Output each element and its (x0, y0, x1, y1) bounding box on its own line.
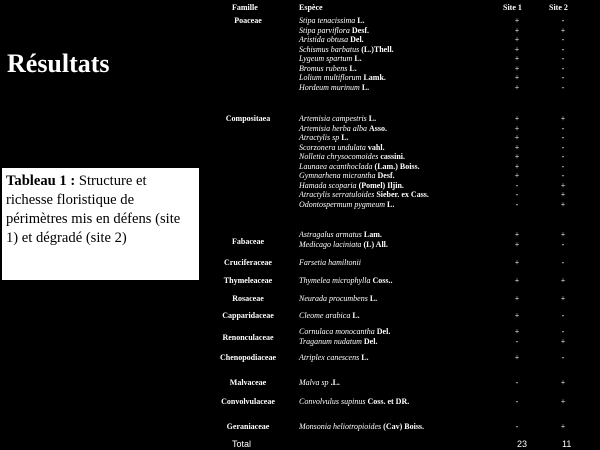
presence-site2: + (560, 114, 566, 123)
species-genus: Thymelea microphylla (299, 276, 371, 285)
species-author: Desf. (351, 25, 369, 35)
species-name (299, 152, 509, 162)
presence-site1: + (514, 25, 520, 35)
species-name (299, 114, 509, 124)
species-name (299, 422, 509, 432)
presence-site1: + (514, 152, 520, 161)
presence-site1: + (514, 63, 520, 73)
family-name: Geraniaceae (226, 422, 270, 431)
presence-site2: - (561, 133, 565, 142)
species-name (299, 143, 509, 153)
presence-site1: + (514, 73, 520, 82)
family-name: Chenopodiaceae (220, 353, 276, 362)
presence-site2: - (561, 258, 565, 267)
total-site2: 11 (562, 439, 572, 449)
species-genus: Atractylis serratuloides (299, 190, 375, 199)
presence-site1: + (514, 123, 520, 133)
species-author: L. (369, 294, 378, 303)
header-site1: Site 1 (503, 3, 522, 12)
species-name (299, 327, 509, 337)
species-genus: Lolium multiflorum (299, 73, 362, 82)
presence-site2: - (561, 152, 565, 161)
presence-site2: - (561, 142, 565, 152)
species-genus: Traganum nudatum (299, 336, 362, 346)
presence-site1: + (514, 327, 520, 336)
species-author: L. (349, 63, 357, 73)
header-famille: Famille (232, 3, 258, 12)
species-genus: Odontospermum pygmeum (299, 199, 385, 209)
species-name (299, 16, 509, 26)
presence-site2: + (560, 336, 566, 346)
species-name (299, 26, 509, 36)
presence-site2: + (560, 422, 566, 431)
presence-site2: - (561, 327, 565, 336)
presence-site1: + (514, 142, 520, 152)
family-name: Cruciferaceae (224, 258, 272, 267)
species-genus: Neurada procumbens (299, 294, 368, 303)
family-name: Thymeleaceae (223, 276, 273, 285)
species-name (299, 276, 509, 286)
species-genus: Stipa parviflora (299, 25, 350, 35)
family-name: Rosaceae (232, 294, 264, 303)
species-genus: Lygeum spartum (299, 54, 353, 63)
presence-site1: - (515, 422, 519, 431)
presence-site1: - (515, 180, 519, 190)
species-name (299, 258, 509, 268)
presence-site2: + (560, 230, 566, 239)
species-genus: Bromus rubens (299, 63, 348, 73)
presence-site2: - (561, 54, 565, 63)
species-genus: Stipa tenacissima (299, 16, 356, 25)
presence-site2: + (560, 25, 566, 35)
species-author: (Lam.) Boiss. (374, 161, 420, 171)
presence-site1: + (514, 35, 520, 44)
species-author: (Pomel) Iljin. (358, 180, 404, 190)
species-author: L. (354, 54, 362, 63)
presence-site2: - (561, 44, 565, 54)
caption-text: Structure et richesse floristique de périmètres mis en défens (site 1) et dégradé (site 2) (6, 173, 181, 246)
presence-site2: + (560, 276, 566, 285)
species-author: L. (357, 16, 365, 25)
presence-site1: - (515, 336, 519, 346)
presence-site2: - (561, 171, 565, 180)
species-author: Asso. (369, 123, 388, 133)
presence-site1: - (515, 397, 519, 406)
presence-site2: + (560, 397, 566, 406)
species-author: (L) All. (363, 239, 388, 249)
species-genus: Monsonia heliotropioides (299, 422, 382, 431)
species-genus: Convolvulus supinus (299, 397, 366, 406)
species-name (299, 294, 509, 304)
species-genus: Artemisia campestris (299, 114, 367, 123)
species-genus: Atriplex canescens (299, 353, 360, 362)
presence-site2: + (560, 378, 566, 387)
family-name: Renonculaceae (222, 333, 274, 342)
presence-site1: + (514, 161, 520, 171)
species-name (299, 54, 509, 64)
species-genus: Farsetia hamiltonii (299, 258, 361, 267)
presence-site2: + (560, 190, 566, 199)
species-genus: Cornulaca monocantha (299, 327, 375, 336)
species-genus: Atractylis sp (299, 133, 340, 142)
species-genus: Nolletia chrysocomoides (299, 152, 379, 161)
species-author: Lamk. (363, 73, 386, 82)
species-table (200, 0, 600, 450)
presence-site1: + (514, 230, 520, 239)
species-author: Sieber. ex Cass. (376, 190, 429, 199)
presence-site1: + (514, 114, 520, 123)
family-name: Compositaea (225, 114, 271, 123)
presence-site1: + (514, 294, 520, 303)
species-name (299, 353, 509, 363)
species-name (299, 73, 509, 83)
header-site2: Site 2 (549, 3, 568, 12)
presence-site1: + (514, 16, 520, 25)
species-author: Del. (350, 35, 364, 44)
presence-site2: - (561, 16, 565, 25)
presence-site1: + (514, 311, 520, 320)
species-name (299, 190, 509, 200)
species-name (299, 397, 509, 407)
species-name (299, 45, 509, 55)
family-name: Convolvulaceae (221, 397, 275, 406)
family-name: Poaceae (234, 16, 262, 25)
species-author: L. (341, 133, 349, 142)
species-genus: Aristida obtusa (299, 35, 349, 44)
presence-site2: + (560, 294, 566, 303)
species-genus: Gymnarhena micrantha (299, 171, 376, 180)
species-name (299, 181, 509, 191)
species-genus: Launaea acanthoclada (299, 161, 373, 171)
family-name: Fabaceae (232, 237, 264, 246)
presence-site2: - (561, 353, 565, 362)
total-label: Total (232, 439, 252, 449)
presence-site2: - (561, 73, 565, 82)
species-genus: Astragalus armatus (299, 230, 362, 239)
species-name (299, 124, 509, 134)
family-name: Capparidaceae (222, 311, 274, 320)
species-genus: Cleome arabica (299, 311, 351, 320)
presence-site2: + (560, 180, 566, 190)
species-author: cassini. (380, 152, 405, 161)
species-name (299, 311, 509, 321)
presence-site1: + (514, 44, 520, 54)
species-author: .L. (330, 378, 340, 387)
species-author: (L.)Thell. (361, 44, 394, 54)
caption-label: Tableau 1 : (6, 173, 76, 189)
presence-site1: + (514, 82, 520, 92)
family-name: Malvaceae (229, 378, 267, 387)
species-genus: Hamada scoparia (299, 180, 357, 190)
presence-site2: - (561, 82, 565, 92)
presence-site1: + (514, 353, 520, 362)
species-name (299, 337, 509, 347)
species-name (299, 162, 509, 172)
presence-site1: - (515, 378, 519, 387)
species-author: Del. (376, 327, 391, 336)
species-author: L. (352, 311, 360, 320)
species-author: Desf. (377, 171, 395, 180)
presence-site1: - (515, 190, 519, 199)
presence-site2: - (561, 161, 565, 171)
species-author: L. (387, 199, 395, 209)
presence-site1: + (514, 171, 520, 180)
species-name (299, 230, 509, 240)
species-author: vahl. (367, 142, 385, 152)
species-author: L. (361, 82, 370, 92)
species-author: L. (368, 114, 377, 123)
caption-box (2, 168, 199, 280)
species-author: Lam. (363, 230, 382, 239)
presence-site2: - (561, 239, 565, 249)
species-name (299, 64, 509, 74)
presence-site2: - (561, 63, 565, 73)
presence-site1: + (514, 133, 520, 142)
species-author: Coss. et DR. (367, 397, 410, 406)
presence-site1: + (514, 54, 520, 63)
species-genus: Scorzonera undulata (299, 142, 366, 152)
total-site1: 23 (517, 439, 528, 449)
species-author: (Cav) Boiss. (383, 422, 425, 431)
slide-title: Résultats (7, 49, 110, 78)
species-name (299, 35, 509, 45)
species-name (299, 378, 509, 388)
species-name (299, 133, 509, 143)
species-name (299, 200, 509, 210)
species-author: L. (361, 353, 369, 362)
presence-site1: + (514, 258, 520, 267)
presence-site1: + (514, 276, 520, 285)
presence-site2: - (561, 123, 565, 133)
species-name (299, 171, 509, 181)
species-genus: Hordeum murinum (299, 82, 360, 92)
presence-site2: - (561, 311, 565, 320)
species-genus: Artemisia herba alba (299, 123, 367, 133)
presence-site2: + (560, 199, 566, 209)
species-author: Coss.. (372, 276, 393, 285)
header-espece: Espèce (299, 3, 323, 12)
species-author: Del. (363, 336, 378, 346)
species-name (299, 83, 509, 93)
species-genus: Malva sp (299, 378, 329, 387)
species-genus: Schismus barbatus (299, 44, 360, 54)
species-name (299, 240, 509, 250)
presence-site1: - (515, 199, 519, 209)
presence-site1: + (514, 239, 520, 249)
species-genus: Medicago laciniata (299, 239, 362, 249)
presence-site2: - (561, 35, 565, 44)
